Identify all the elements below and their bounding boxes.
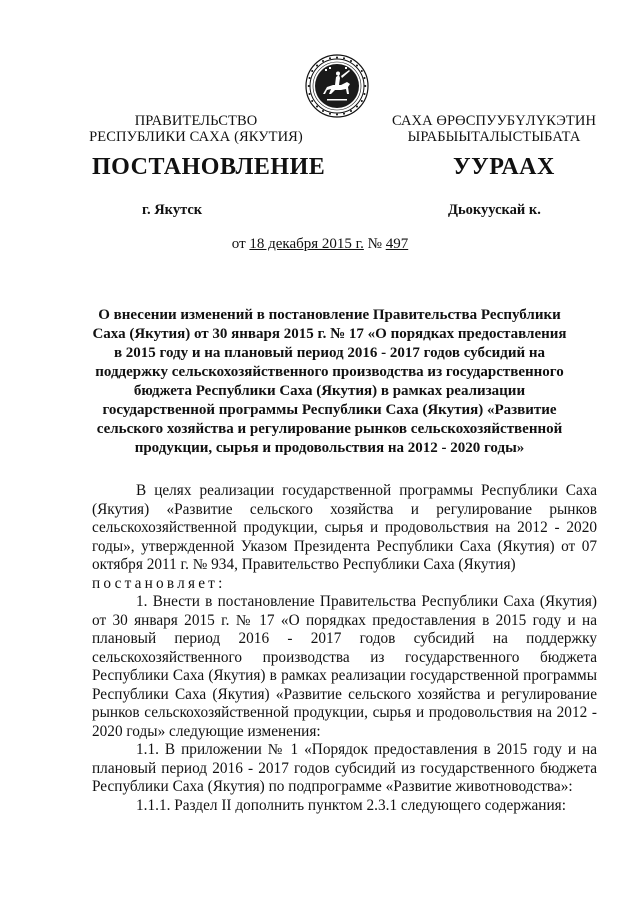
org-name-ru-line-2: РЕСПУБЛИКИ САХА (ЯКУТИЯ) [89,129,303,145]
org-name-ru-line-1: ПРАВИТЕЛЬСТВО [134,113,258,129]
doc-title-sah: УУРААХ [453,154,555,180]
doc-body [92,482,597,815]
doc-title-ru: ПОСТАНОВЛЕНИЕ [92,154,326,180]
org-name-sah-line-1: САХА ӨРӨСПУУБҮЛҮКЭТИН [391,113,597,129]
doc-date-number [0,235,640,253]
doc-date-prefix: от [231,236,250,252]
doc-number: 497 [385,236,409,252]
resolution-word: постановляет: [92,574,226,592]
city-sah: Дьокуускай к. [448,202,541,218]
org-name-sah-line-2: ЫРАБЫЫТАЛЫСТЫБАТА [407,129,581,145]
doc-heading: О внесении изменений в постановление Правительства Республики Саха (Якутия) от 30 января 2015 г. № 17 «О порядках предоставления в 2015 году и на плановый период 2016 - 2017 годов субсидий на поддержку сельскохозяйственного производства из государственного бюджета Республики Саха (Якутия) в рамках реализации государственной программы Республики Саха (Якутия) «Развитие сельского хозяйства и регулирование рынков сельскохозяйственной продукции, сырья и продовольствия на 2012 - 2020 годы» [92,307,567,456]
doc-date: 18 декабря 2015 г. [249,236,364,252]
emblem-icon [305,54,369,118]
city-ru: г. Якутск [142,202,203,218]
org-name-sah [378,113,610,145]
paragraph-item-1: 1. Внести в постановление Правительства Республики Саха (Якутия) от 30 января 2015 г. № 17 «О порядках предоставления в 2015 году и на плановый период 2016 - 2017 годов субсидий на поддержку сельскохозяйственного производства из государственного бюджета Республики Саха (Якутия) в рамках реализации государственной программы Республики Саха (Якутия) «Развитие сельского хозяйства и регулирование рынков сельскохозяйственной продукции, сырья и продовольствия на 2012 - 2020 годы» следующие изменения: [92,593,597,740]
org-name-ru [80,113,312,145]
preamble-text: В целях реализации государственной программы Республики Саха (Якутия) «Развитие сельского хозяйства и регулирование рынков сельскохозяйственной продукции, сырья и продовольствия на 2012 - 2020 годы», утвержденной Указом Президента Республики Саха (Якутия) от 07 октября 2011 г. № 934, Правительство Республики Саха (Якутия) [92,482,597,573]
paragraph-item-1-1-1: 1.1.1. Раздел II дополнить пунктом 2.3.1 следующего содержания: [136,796,566,814]
paragraph-item-1-1: 1.1. В приложении № 1 «Порядок предоставления в 2015 году и на плановый период 2016 - 2017 годов субсидий из государственного бюджета Республики Саха (Якутия) по подпрограмме «Развитие животноводства»: [92,741,597,795]
doc-number-sign: № [363,236,386,252]
paragraph-preamble [92,482,597,575]
